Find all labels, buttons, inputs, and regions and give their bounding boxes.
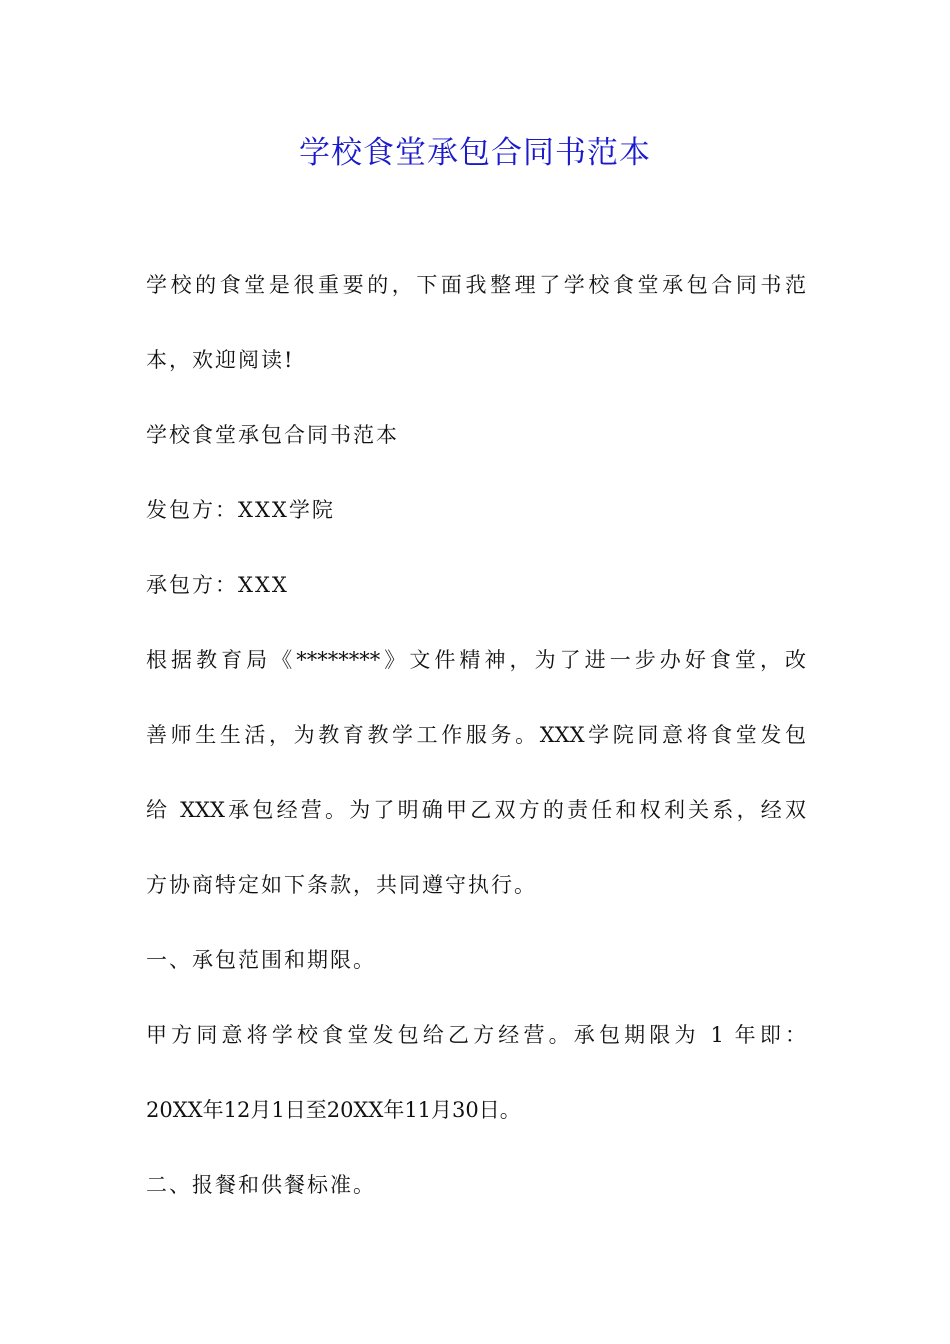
section-heading: 二、报餐和供餐标准。 <box>146 1173 376 1197</box>
section-heading: 一、承包范围和期限。 <box>146 948 376 972</box>
paragraph-line: 本，欢迎阅读! <box>146 348 295 372</box>
paragraph-line: 承包方：XXX <box>146 573 289 597</box>
paragraph-line: 学校食堂承包合同书范本 <box>146 423 399 447</box>
paragraph-line: 根据教育局《********》文件精神，为了进一步办好食堂，改 <box>146 648 806 672</box>
paragraph-line: 善师生生活，为教育教学工作服务。XXX学院同意将食堂发包 <box>146 723 806 747</box>
paragraph-line: 甲方同意将学校食堂发包给乙方经营。承包期限为 1 年即： <box>146 1023 806 1047</box>
paragraph-line: 学校的食堂是很重要的，下面我整理了学校食堂承包合同书范 <box>146 273 806 297</box>
paragraph-line: 发包方：XXX学院 <box>146 498 335 522</box>
paragraph-line: 20XX年12月1日至20XX年11月30日。 <box>146 1098 521 1122</box>
paragraph-line: 给 XXX承包经营。为了明确甲乙双方的责任和权利关系，经双 <box>146 798 806 822</box>
paragraph-line: 方协商特定如下条款，共同遵守执行。 <box>146 873 537 897</box>
document-title: 学校食堂承包合同书范本 <box>299 135 651 171</box>
